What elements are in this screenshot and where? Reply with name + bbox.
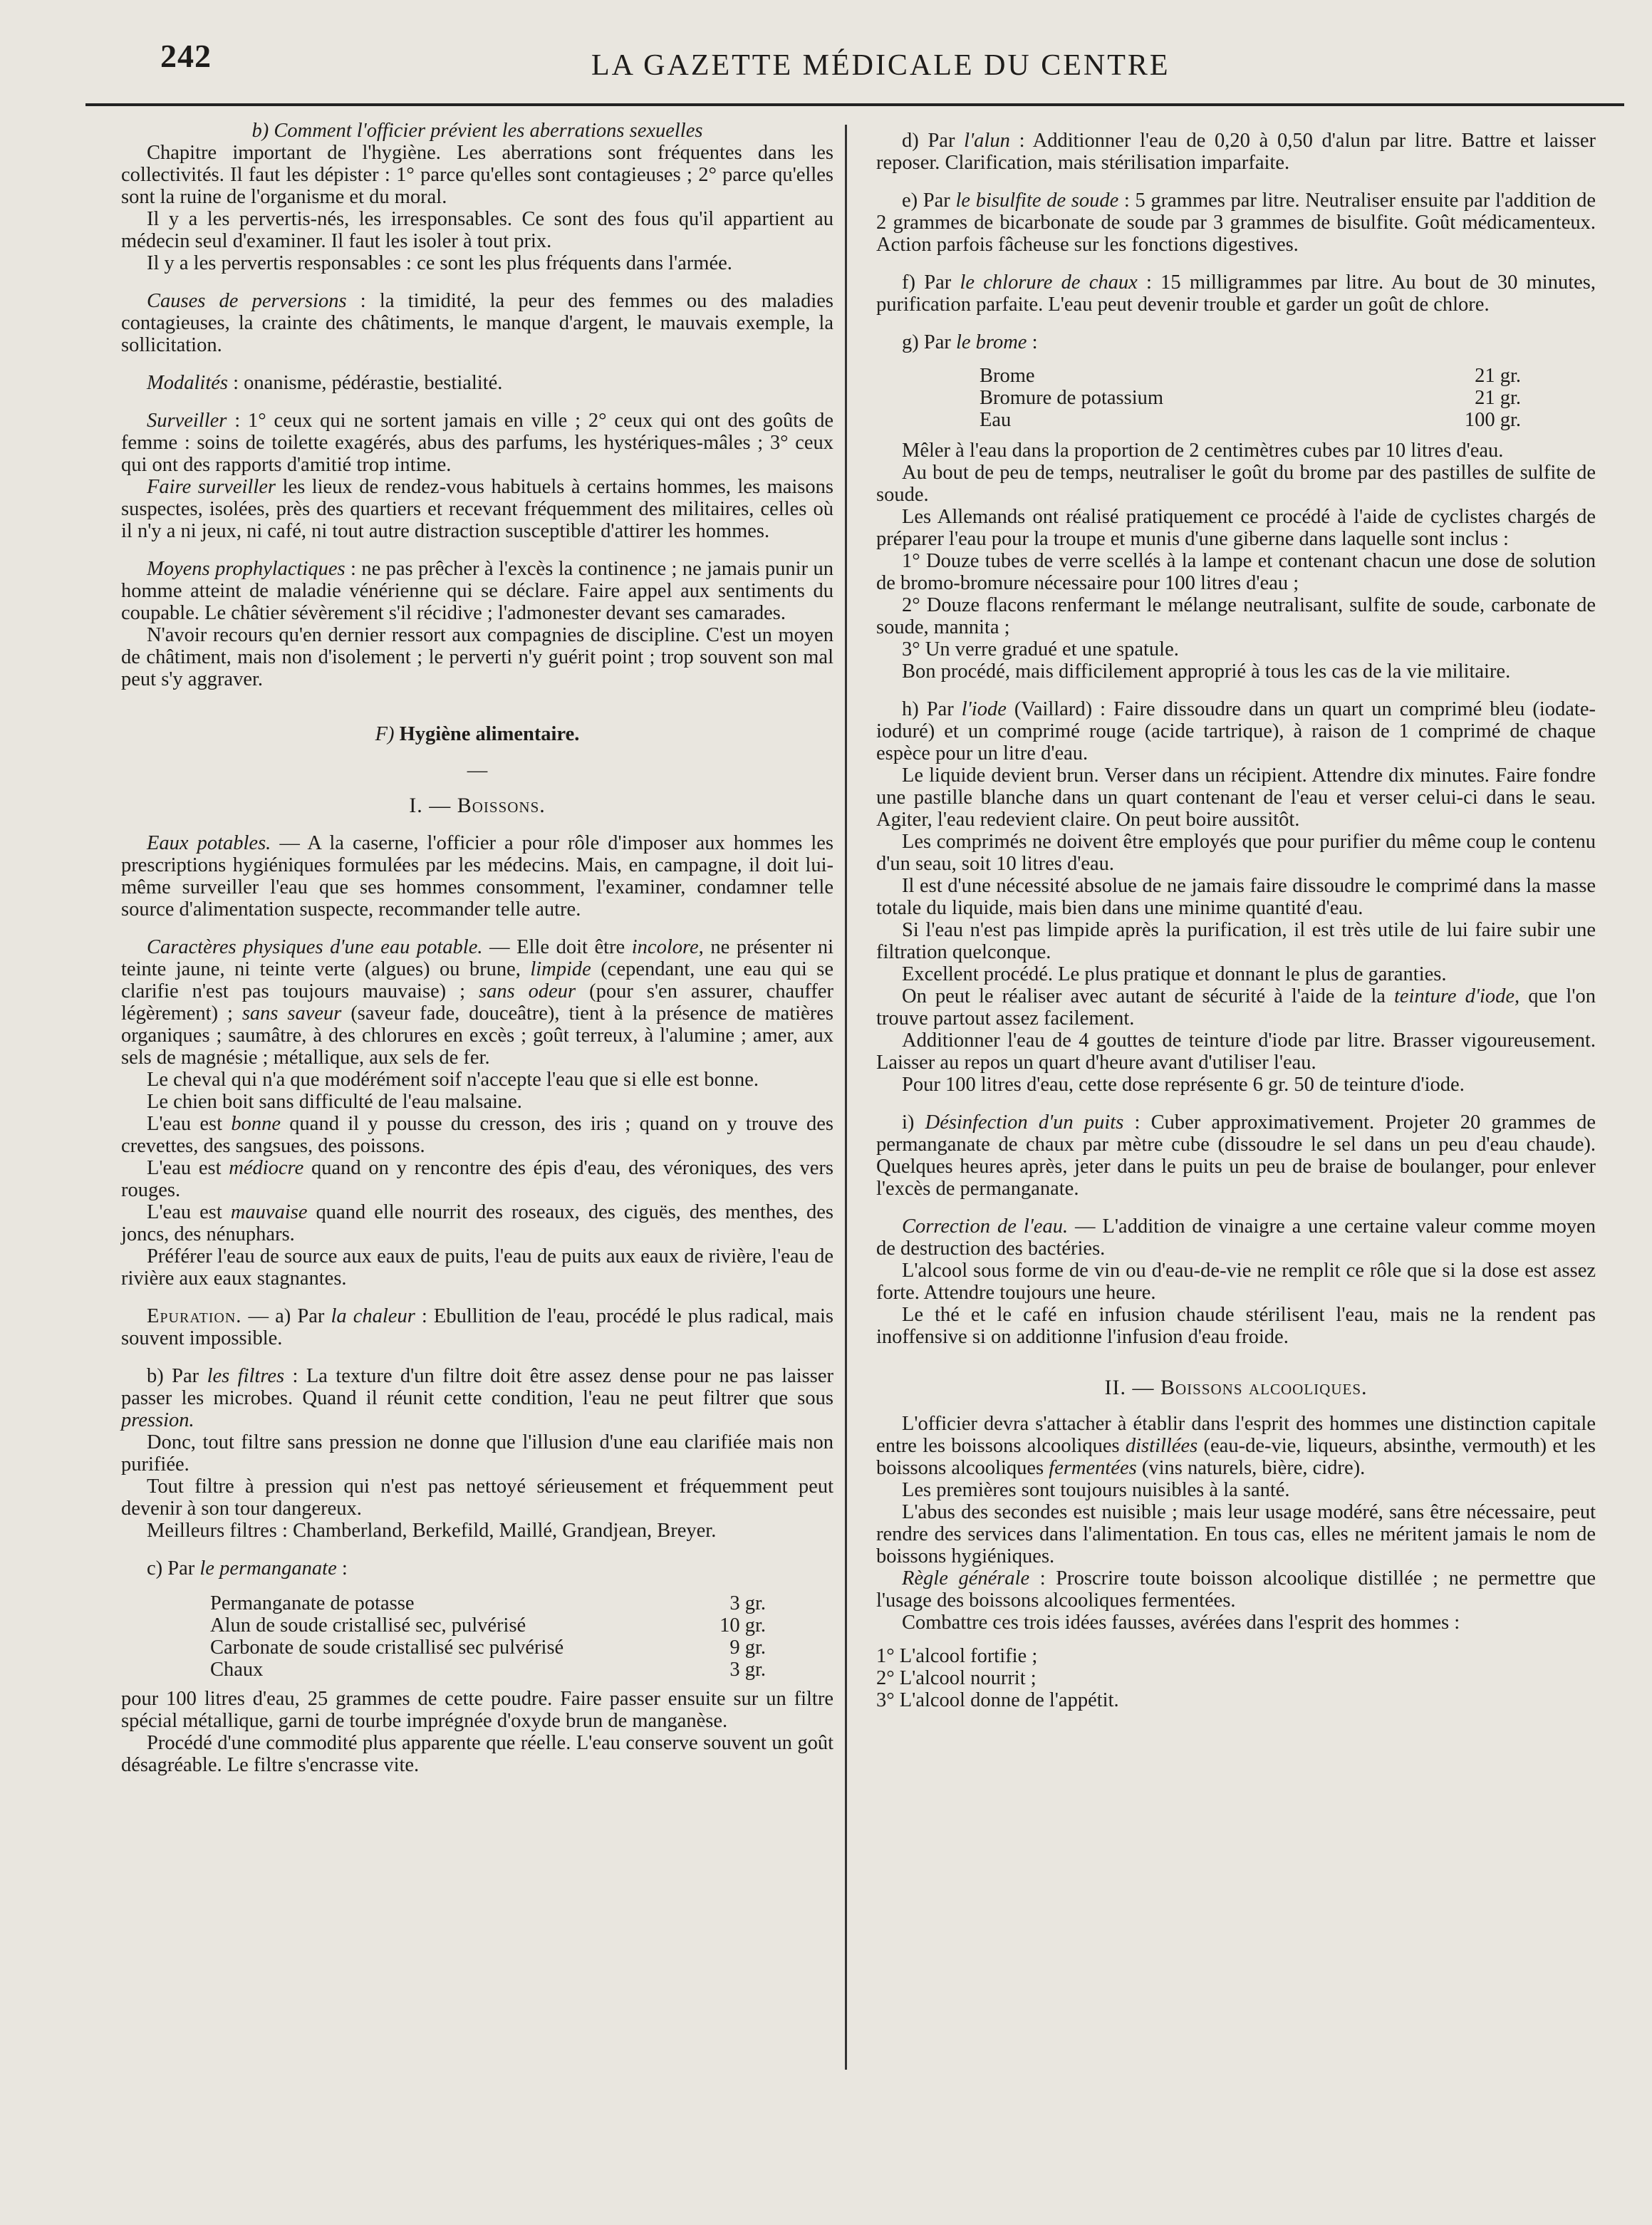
paragraph: L'eau est bonne quand il y pousse du cresson, des iris ; quand on y trouve des crevettes, des sangsues, des poissons. [121,1113,833,1157]
header-rule [85,103,1624,106]
paragraph: Préférer l'eau de source aux eaux de puits, l'eau de puits aux eaux de rivière, l'eau de rivière aux eaux stagnantes. [121,1245,833,1290]
paragraph: f) Par le chlorure de chaux : 15 milligrammes par litre. Au bout de 30 minutes, purification parfaite. L'eau peut devenir trouble et garder un goût de chlore. [876,271,1596,316]
list-item: 2° L'alcool nourrit ; [876,1667,1037,1689]
section-heading: F) Hygiène alimentaire. [375,723,580,745]
paragraph: Règle générale : Proscrire toute boisson alcoolique distillée ; ne permettre que l'usage des boissons alcooliques fermentées. [876,1567,1596,1612]
formula-row: Chaux 3 gr. [210,1659,766,1681]
paragraph: e) Par le bisulfite de soude : 5 grammes par litre. Neutraliser ensuite par l'addition de 2 grammes de bicarbonate de soude par 3 grammes de bisulfite. Goût médicamenteux. Action parfois fâcheuse sur les fonctions digestives. [876,190,1596,256]
paragraph: 1° Douze tubes de verre scellés à la lampe et contenant chacun une dose de solution de bromo-bromure nécessaire pour 100 litres d'eau ; [876,550,1596,594]
paragraph: Procédé d'une commodité plus apparente que réelle. L'eau conserve souvent un goût désagréable. Le filtre s'encrasse vite. [121,1732,833,1776]
paragraph: 2° Douze flacons renfermant le mélange neutralisant, sulfite de soude, carbonate de soude, mannita ; [876,594,1596,638]
paragraph: L'alcool sous forme de vin ou d'eau-de-vie ne remplit ce rôle que si la dose est assez forte. Attendre toujours une heure. [876,1260,1596,1304]
paragraph: Surveiller : 1° ceux qui ne sortent jamais en ville ; 2° ceux qui ont des goûts de femme : soins de toilette exagérés, abus des parfums, les hystériques-mâles ; 3° ceux qui ont des rapports d'amitié trop intime. [121,410,833,476]
paragraph: Additionner l'eau de 4 gouttes de teinture d'iode par litre. Brasser vigoureusement. Laisser au repos un quart d'heure avant d'utiliser l'eau. [876,1029,1596,1074]
formula-row: Alun de soude cristallisé sec, pulvérisé 10 gr. [210,1614,766,1637]
paragraph: Tout filtre à pression qui n'est pas nettoyé sérieusement et fréquemment peut devenir à son tour dangereux. [121,1475,833,1520]
paragraph: Epuration. — a) Par la chaleur : Ebullition de l'eau, procédé le plus radical, mais souvent impossible. [121,1305,833,1349]
paragraph: i) Désinfection d'un puits : Cuber approximativement. Projeter 20 grammes de permanganate de chaux par mètre cube (dissoudre le sel dans un peu d'eau chaude). Quelques heures après, jeter dans le puits un peu de braise de boulanger, pour enlever l'excès de permanganate. [876,1111,1596,1200]
paragraph: Bon procédé, mais difficilement approprié à tous les cas de la vie militaire. [902,660,1511,683]
formula-row: Brome 21 gr. [980,365,1521,387]
paragraph: Modalités : onanisme, pédérastie, bestialité. [147,372,503,394]
paragraph: h) Par l'iode (Vaillard) : Faire dissoudre dans un quart un comprimé bleu (iodate-ioduré) et un comprimé rouge (acide tartrique), à raison de 1 comprimé de chaque espèce pour un litre d'eau. [876,698,1596,764]
paragraph: Moyens prophylactiques : ne pas prêcher à l'excès la continence ; ne jamais punir un homme atteint de maladie vénérienne qui se déclare. Faire appel aux sentiments du coupable. Le châtier sévèrement s'il récidive ; l'admonester devant ses camarades. [121,558,833,624]
paragraph: Combattre ces trois idées fausses, avérées dans l'esprit des hommes : [902,1612,1460,1634]
paragraph: Eaux potables. — A la caserne, l'officier a pour rôle d'imposer aux hommes les prescriptions hygiéniques formulées par les médecins. Mais, en campagne, il doit lui-même surveiller l'eau que ses hommes consomment, l'examiner, condamner telle source d'alimentation suspecte, recommander telle autre. [121,832,834,920]
paragraph: Meilleurs filtres : Chamberland, Berkefild, Maillé, Grandjean, Breyer. [147,1520,717,1542]
formula-row: Carbonate de soude cristallisé sec pulvérisé 9 gr. [210,1637,766,1659]
section-heading: II. — Boissons alcooliques. [1104,1376,1368,1399]
paragraph: b) Par les filtres : La texture d'un filtre doit être assez dense pour ne pas laisser passer les microbes. Quand il réunit cette condition, l'eau ne peut filtrer que sous pression. [121,1365,833,1431]
paragraph: Excellent procédé. Le plus pratique et donnant le plus de garanties. [902,963,1447,985]
paragraph: Les Allemands ont réalisé pratiquement ce procédé à l'aide de cyclistes chargés de préparer l'eau pour la troupe et munis d'une giberne dans laquelle sont inclus : [876,506,1596,550]
paragraph: L'eau est médiocre quand on y rencontre des épis d'eau, des véroniques, des vers rouges. [121,1157,833,1201]
paragraph: Il y a les pervertis-nés, les irresponsables. Ce sont des fous qu'il appartient au médecin seul d'examiner. Il faut les isoler à tout prix. [121,208,833,252]
paragraph: Causes de perversions : la timidité, la peur des femmes ou des maladies contagieuses, la crainte des châtiments, le manque d'argent, le mauvais exemple, la sollicitation. [121,290,833,356]
paragraph: Les comprimés ne doivent être employés que pour purifier du même coup le contenu d'un seau, soit 10 litres d'eau. [876,831,1596,875]
section-heading: I. — Boissons. [409,794,546,817]
running-title: LA GAZETTE MÉDICALE DU CENTRE [591,49,1170,82]
permanganate-formula [210,1592,766,1681]
paragraph: L'officier devra s'attacher à établir dans l'esprit des hommes une distinction capitale entre les boissons alcooliques distillées (eau-de-vie, liqueurs, absinthe, vermouth) et les boissons alcooliques fermentées (vins naturels, bière, cidre). [876,1413,1596,1479]
paragraph: d) Par l'alun : Additionner l'eau de 0,20 à 0,50 d'alun par litre. Battre et laisser reposer. Clarification, mais stérilisation imparfaite. [876,130,1596,174]
paragraph: Caractères physiques d'une eau potable. — Elle doit être incolore, ne présenter ni teinte jaune, ni teinte verte (algues) ou brune, limpide (cependant, une eau qui se clarifie n'est pas toujours mauvaise) ; sans odeur (pour s'en assurer, chauffer légèrement) ; sans saveur (saveur fade, douceâtre), tient à la présence de matières organiques ; saumâtre, à des chlorures en excès ; goût terreux, à l'alumine ; amer, aux sels de magnésie ; métallique, aux sels de fer. [121,936,833,1069]
right-column [876,130,1596,1711]
column-divider [845,125,847,2070]
paragraph: Au bout de peu de temps, neutraliser le goût du brome par des pastilles de sulfite de soude. [876,462,1596,506]
paragraph: Les premières sont toujours nuisibles à la santé. [902,1479,1290,1501]
paragraph: 3° Un verre gradué et une spatule. [902,638,1179,660]
paragraph: Donc, tout filtre sans pression ne donne que l'illusion d'une eau clarifiée mais non purifiée. [121,1431,833,1475]
paragraph: Faire surveiller les lieux de rendez-vous habituels à certains hommes, les maisons suspectes, isolées, près des quartiers et recevant fréquemment des militaires, celles où il n'y a ni jeux, ni café, ni tout autre distraction susceptible d'attirer les hommes. [121,476,833,542]
page-header [0,0,1652,114]
paragraph: Le cheval qui n'a que modérément soif n'accepte l'eau que si elle est bonne. [147,1069,759,1091]
paragraph: Mêler à l'eau dans la proportion de 2 centimètres cubes par 10 litres d'eau. [902,440,1504,462]
page-number: 242 [160,38,212,74]
paragraph: Chapitre important de l'hygiène. Les aberrations sont fréquentes dans les collectivités. Il faut les dépister : 1° parce qu'elles sont contagieuses ; 2° parce qu'elles sont la ruine de l'organisme et du moral. [121,142,833,208]
paragraph: Le thé et le café en infusion chaude stérilisent l'eau, mais ne la rendent pas inoffensive si on additionne l'infusion d'eau froide. [876,1304,1596,1348]
paragraph: Le liquide devient brun. Verser dans un récipient. Attendre dix minutes. Faire fondre une pastille blanche dans un quart contenant de l'eau et verser celui-ci dans le seau. Agiter, l'eau redevient claire. On peut boire aussitôt. [876,764,1596,831]
paragraph: L'eau est mauvaise quand elle nourrit des roseaux, des ciguës, des menthes, des joncs, des nénuphars. [121,1201,833,1245]
paragraph: L'abus des secondes est nuisible ; mais leur usage modéré, sans être nécessaire, peut rendre des services dans l'alimentation. En tous cas, elles ne méritent jamais le nom de boissons hygiéniques. [876,1501,1596,1567]
subsection-heading: b) Comment l'officier prévient les aberrations sexuelles [251,120,703,142]
paragraph: Pour 100 litres d'eau, cette dose représente 6 gr. 50 de teinture d'iode. [902,1074,1465,1096]
paragraph: Correction de l'eau. — L'addition de vinaigre a une certaine valeur comme moyen de destruction des bactéries. [876,1215,1596,1260]
paragraph: Si l'eau n'est pas limpide après la purification, il est très utile de lui faire subir une filtration quelconque. [876,919,1596,963]
formula-row: Bromure de potassium 21 gr. [980,387,1521,409]
paragraph: On peut le réaliser avec autant de sécurité à l'aide de la teinture d'iode, que l'on trouve partout assez facilement. [876,985,1596,1029]
paragraph: Il y a les pervertis responsables : ce sont les plus fréquents dans l'armée. [147,252,732,274]
list-item: 3° L'alcool donne de l'appétit. [876,1689,1119,1711]
paragraph: N'avoir recours qu'en dernier ressort aux compagnies de discipline. C'est un moyen de châtiment, mais non d'isolement ; le perverti n'y guérit point ; trop souvent son mal peut s'y aggraver. [121,624,833,690]
list-item: 1° L'alcool fortifie ; [876,1645,1038,1667]
formula-row: Permanganate de potasse 3 gr. [210,1592,766,1614]
left-column [121,120,833,1776]
formula-row: Eau 100 gr. [980,409,1521,431]
paragraph: pour 100 litres d'eau, 25 grammes de cette poudre. Faire passer ensuite sur un filtre spécial métallique, garni de tourbe imprégnée d'oxyde brun de manganèse. [121,1688,833,1732]
brome-formula [980,365,1521,431]
paragraph: Le chien boit sans difficulté de l'eau malsaine. [147,1091,522,1113]
paragraph: Il est d'une nécessité absolue de ne jamais faire dissoudre le comprimé dans la masse totale du liquide, mais bien dans une minime quantité d'eau. [876,875,1596,919]
separator-dash: — [467,759,488,782]
paragraph: g) Par le brome : [902,331,1038,353]
paragraph: c) Par le permanganate : [147,1557,348,1580]
